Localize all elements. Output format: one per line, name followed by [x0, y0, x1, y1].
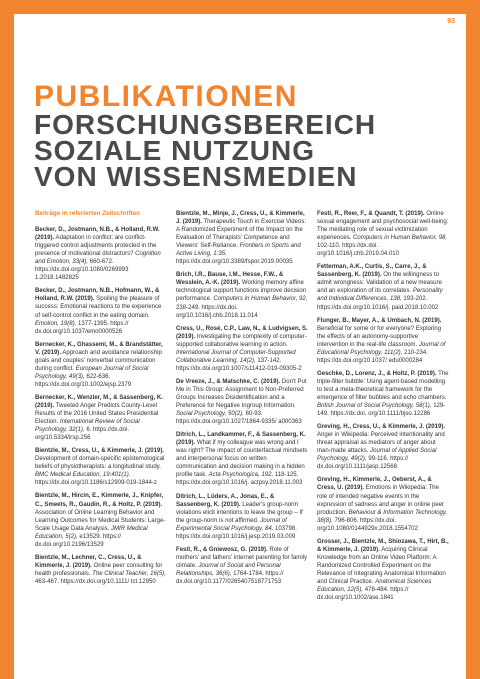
- reference-authors: Geschke, D., Lorenz, J., & Holtz, P. (2019).: [317, 370, 437, 377]
- reference-authors: Festl, R., & Gniewosz, G. (2019).: [176, 546, 268, 553]
- reference-title: On the willingness to admit wrongness: Validation of a new measure and an exploration of its correlates.: [317, 272, 442, 295]
- reference-title: Don't Put Me in This Group: Assignment to Non-Preferred Groups Increases Disidentification and a Preference for Negative Ingroup Information.: [176, 378, 307, 410]
- reference-journal: Journal of Social and Personal Relationships, 36(6),: [176, 562, 281, 577]
- reference-doi: 796-806. https://dx.doi. org/10.1080/0144929x.2018.1554702: [317, 517, 418, 532]
- reference-doi: 478-484. https:// dx.doi.org/10.1002/ase.1841: [317, 587, 409, 602]
- reference-doi: 210-234. https://dx.doi.org/10.1037/ edu0000284: [317, 349, 428, 364]
- reference-entry: [176, 546, 308, 586]
- reference-authors: Bientzle, M., Cress, U., & Kimmerle, J. (2019).: [35, 448, 165, 455]
- reference-column-1: [35, 210, 167, 591]
- reference-journal: Behaviour & Information Technology, 38(8),: [317, 509, 448, 524]
- reference-authors: Flunger, B., Mayer, A., & Umbach, N. (2019).: [317, 317, 442, 324]
- reference-journal: BMC Medical Education, 19:401(1).: [35, 472, 131, 479]
- reference-doi: e13529. https:// dx.doi.org/10.2196/13529: [35, 533, 122, 548]
- reference-authors: Bernecker, K., Ghassemi, M., & Brandstätter, V. (2019).: [35, 341, 163, 356]
- reference-doi: 1764-1784. https:// dx.doi.org/10.1177/0265407518771753: [176, 570, 284, 585]
- reference-entry: [35, 341, 167, 389]
- reference-title: Association of Online Learning Behavior and Learning Outcomes for Medical Students: Large-Scale Usage Data Analysis.: [35, 509, 166, 532]
- reference-entry: [35, 394, 167, 442]
- reference-entry: [176, 493, 308, 541]
- reference-authors: Festl, R., Reer, F., & Quandt, T. (2019).: [317, 211, 425, 217]
- reference-column-3: [317, 210, 449, 607]
- page-title: [34, 82, 376, 190]
- reference-journal: Acta Psychologica, 192,: [208, 472, 274, 479]
- reference-entry: [317, 538, 449, 602]
- reference-entry: [317, 423, 449, 471]
- reference-title: Online sexual engagement and psychosocial well-being: The mediating role of sexual victimization experiences.: [317, 211, 449, 242]
- reference-doi: 80-93. https://dx.doi.org/10.1027/1864-9335/ a000363: [176, 411, 302, 426]
- reference-doi: 129-149. https://dx.doi. org/10.1111/bjso.12286: [317, 403, 446, 418]
- reference-doi: 622-636. https://dx.doi.org/10.1002/ejsp.2379: [35, 373, 132, 388]
- reference-entry: [176, 378, 308, 426]
- reference-authors: Greving, H., Cress, U., & Kimmerle, J. (2019).: [317, 424, 446, 431]
- reference-entry: [317, 370, 449, 418]
- reference-journal: Emotion, 19(8),: [35, 320, 77, 327]
- reference-entry: [176, 210, 308, 266]
- reference-authors: Bientzle, M., Hircin, E., Kimmerle, J., Knipfer, C., Smeets, R., Gaudin, R., & Holtz, P. (2019).: [35, 493, 164, 508]
- reference-title: Anger in Wikipedia: Perceived intentionality and threat appraisal as mediators of anger about man-made attacks.: [317, 432, 445, 455]
- reference-entry: [176, 431, 308, 487]
- reference-title: Working memory affine technological support functions improve decision performance.: [176, 280, 307, 303]
- reference-journal: International Journal of Computer-Supported Collaborative Learning, 14(2),: [176, 349, 296, 364]
- title-line-1: PUBLIKATIONEN: [34, 80, 298, 113]
- reference-journal: Journal of Experimental Social Psychology, 84,: [176, 517, 287, 532]
- reference-title: Investigating the complexity of computer-supported collaborative learning in action.: [176, 333, 307, 348]
- reference-doi: 103798. https://dx.doi.org/10.1016/j.jesp.2019.03.009: [176, 525, 297, 540]
- reference-entry: [317, 210, 449, 258]
- reference-title: Role of mothers' and fathers' internet parenting for family climate.: [176, 546, 308, 569]
- reference-doi: 99-116. https:// dx.doi.org/10.1111/jasp.12568: [317, 456, 409, 471]
- reference-entry: [317, 476, 449, 532]
- reference-entry: [176, 325, 308, 373]
- reference-title: Spoiling the pleasure of success: Emotional reactions to the experience of self-control conflict in the eating domain.: [35, 296, 162, 319]
- reference-title: Emotions in Wikipedia: The role of intended negative events in the expression of sadness and anger in online peer production.: [317, 485, 445, 516]
- reference-doi: 102-110. https://dx.doi. org/10.1016/j.chb.2019.04.010: [317, 243, 400, 258]
- reference-entry: [35, 447, 167, 487]
- reference-journal: Social Psychology, 50(2),: [176, 411, 244, 418]
- reference-authors: Bientzle, M., Minje, J., Cress, U., & Kimmerle, J. (2019).: [176, 211, 305, 226]
- reference-entry: [176, 271, 308, 319]
- reference-title: Adaptation in conflict: are conflict-triggered control adjustments protected in the presence of motivational distractors?: [35, 235, 157, 258]
- reference-authors: Ditrich, L., Landkammer, F., & Sassenberg, K. (2019).: [176, 432, 306, 447]
- reference-authors: Grosser, J., Bientzle, M., Shiozawa, T., Hirt, B., & Kimmerle, J. (2019).: [317, 538, 449, 553]
- reference-journal: European Journal of Social Psychology, 49(3),: [35, 365, 149, 380]
- reference-title: Beneficial for some or for everyone? Exploring the effects of an autonomy-supportive intervention in the real-life classroom.: [317, 325, 442, 348]
- reference-doi: 118-125. https://dx.doi.org/10.1016/j. actpsy.2018.11.003: [176, 472, 303, 487]
- reference-title: The triple-filter bubble: Using agent-based modelling to test a meta-theoretical framework for the emergence of filter bubbles and echo chambers.: [317, 370, 449, 401]
- reference-journal: Anatomical Sciences Education, 12(5),: [317, 578, 432, 594]
- reference-authors: Becker, D., Jostmann, N.B., & Holland, R.W. (2019).: [35, 227, 160, 242]
- reference-title: Online peer consulting for health professionals.: [35, 562, 163, 577]
- title-line-3: SOZIALE NUTZUNG: [34, 135, 315, 166]
- reference-authors: Becker, D., Jostmann, N.B., Hofmann, W., & Holland, R.W. (2019).: [35, 288, 160, 303]
- reference-entry: [317, 317, 449, 365]
- reference-doi: 238-249. https://dx.doi. org/10.1016/j.chb.2018.11.014: [176, 304, 258, 319]
- title-line-4: VON WISSENSMEDIEN: [34, 161, 358, 192]
- reference-column-2: [176, 210, 308, 591]
- reference-authors: Bernecker, K., Wenzler, M., & Sassenberg, K. (2019).: [35, 394, 163, 409]
- reference-authors: Bientzle, M., Lechner, C., Cress, U., & Kimmerle, J. (2019).: [35, 554, 142, 569]
- reference-doi: 6. https://dx.doi. org/10.5334/irsp.256: [35, 427, 130, 442]
- reference-title: Leader's group-norm violations elicit intentions to leave the group – If the group-norm is not affirmed.: [176, 501, 303, 524]
- reference-journal: Journal of Applied Social Psychology, 49(2),: [317, 448, 437, 463]
- reference-journal: Personality and Individual Differences, 138,: [317, 288, 443, 303]
- reference-journal: British Journal of Social Psychology, 58(1),: [317, 403, 432, 410]
- reference-journal: Journal of Educational Psychology, 111(2),: [317, 341, 446, 356]
- reference-authors: Brich, I.R., Bause, I.M., Hesse, F.W., & Wesslein, A.-K. (2019).: [176, 272, 284, 287]
- reference-entry: [35, 492, 167, 548]
- reference-journal: International Review of Social Psychology, 32(1),: [35, 419, 140, 434]
- section-heading: Beiträge in referierten Zeitschriften: [35, 210, 140, 217]
- reference-doi: 463-467. https://dx.doi.org/10.1111/ tct.12950: [35, 578, 156, 585]
- reference-authors: Ditrich, L., Lüders, A., Jonas, E., & Sassenberg, K. (2019).: [176, 493, 275, 508]
- reference-authors: Greving, H., Kimmerle, J., Oeberst, A., & Cress, U. (2019).: [317, 477, 432, 492]
- reference-title: What if my colleague was wrong and I was right? The impact of counterfactual mindsets and interpersonal focus on written communication and decision making in a hidden profile task.: [176, 440, 308, 479]
- reference-entry: [35, 554, 167, 586]
- reference-doi: 660-672. https://dx.doi.org/10.1080/0269993 1.2018.1482825: [35, 259, 129, 282]
- reference-doi: 193-202. https://dx.doi.org/10.1016/j. paid.2018.10.002: [317, 296, 439, 311]
- reference-entry: [317, 263, 449, 311]
- reference-title: Acquiring Clinical Knowledge from an Online Video Platform: A Randomized Controlled Experiment on the Relevance of Integrating Anatomical Information and Clinical Practice.: [317, 546, 446, 585]
- title-line-2: FORSCHUNGSBEREICH: [34, 109, 377, 140]
- reference-journal: The Clinical Teacher, 16(5),: [92, 570, 166, 577]
- reference-title: Development of domain-specific epistemological beliefs of physiotherapists: a longitudinal study.: [35, 456, 165, 471]
- reference-entry: [35, 226, 167, 282]
- reference-journal: Frontiers in Sports and Active Living, 1:35.: [176, 243, 301, 258]
- reference-title: Tweeted Anger Predicts County-Level Results of the 2016 United States Presidential Election.: [35, 402, 159, 426]
- page: [14, 14, 466, 679]
- reference-doi: 1377-1395. https:// dx.doi.org/10.1037/emo0000526: [35, 320, 129, 335]
- reference-journal: Computers in Human Behavior, 92,: [213, 296, 308, 303]
- reference-journal: Computers in Human Behavior, 98,: [352, 235, 448, 242]
- reference-title: Approach and avoidance relationship goals and couples' nonverbal communication during conflict.: [35, 349, 162, 372]
- reference-authors: Fetterman, A.K., Curtis, S., Carre, J., & Sassenberg, K. (2019).: [317, 264, 427, 279]
- page-number: 93: [447, 18, 455, 25]
- reference-doi: https://dx.doi.org/10.1186/s12909-019-1844-z: [35, 480, 157, 487]
- reference-authors: Cress, U., Rosé, C.P., Law, N., & Ludvigsen, S. (2019).: [176, 325, 308, 340]
- reference-entry: [35, 287, 167, 335]
- reference-doi: 137-142. https://dx.doi.org/10.1007/s11412-019-09305-2: [176, 357, 302, 372]
- reference-doi: https://dx.doi.org/10.3389/fspor.2019.00035: [176, 259, 293, 266]
- reference-journal: JMIR Medical Education, 5(2),: [35, 525, 148, 540]
- reference-authors: De Vreeze, J., & Matschke, C. (2019).: [176, 378, 281, 385]
- reference-journal: Cognition and Emotion, 33(4),: [35, 251, 161, 266]
- reference-title: Therapeutic Touch in Exercise Videos: A Randomized Experiment of the Impact on the Evaluation of Therapists' Competence and Viewers' Self-Reliance.: [176, 219, 307, 250]
